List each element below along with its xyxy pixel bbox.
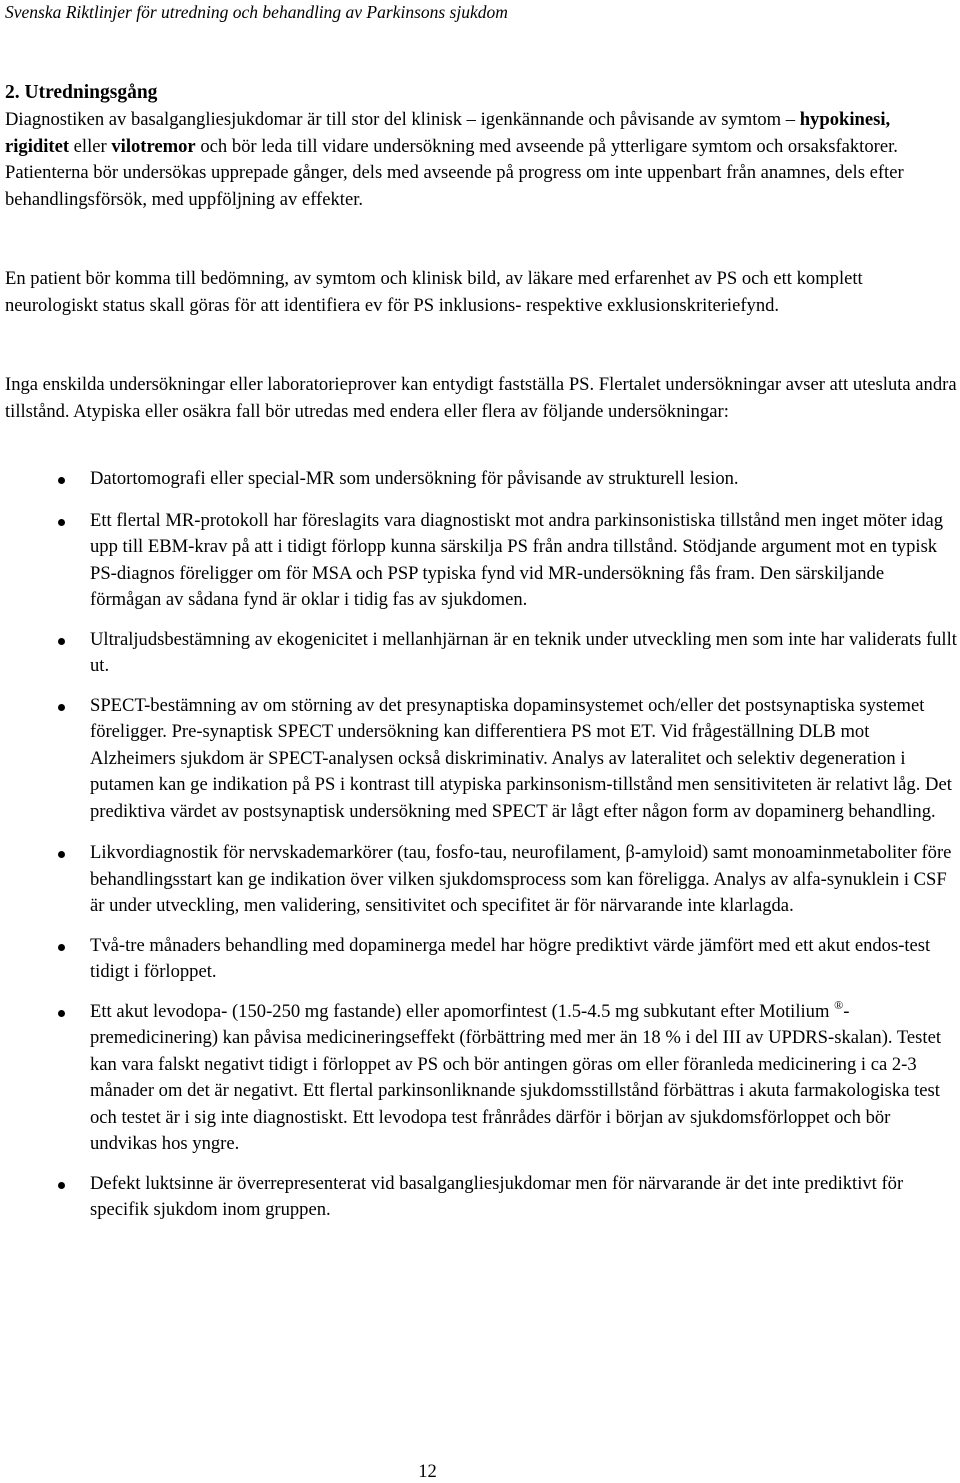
list-item-text-a: Ett akut levodopa- (150-250 mg fastande) eller apomorfintest (1.5-4.5 mg subkutant efter Motilium	[90, 1000, 835, 1022]
bullet-icon	[58, 638, 65, 645]
intro-text-c: eller	[69, 135, 112, 157]
list-item-ct-mr	[0, 466, 958, 493]
intro-text-a: Diagnostiken av basalgangliesjukdomar är till stor del klinisk – igenkännande och påvisande av symtom –	[5, 109, 800, 130]
list-item-smell	[0, 1171, 958, 1224]
list-item-text: Likvordiagnostik för nervskademarkörer (tau, fosfo-tau, neurofilament, β-amyloid) samt monoaminmetaboliter före behandlingsstart kan ge indikation över vilken sjukdomsprocess som kan föreligga. Analys av alfa-synuklein i CSF är under utveckling, men validering, sensitivitet och specifitet är för närvarande inte klarlagda.	[90, 842, 952, 916]
bullet-icon	[58, 519, 65, 526]
list-item-mr-protocols	[0, 508, 958, 614]
list-item-text: Datortomografi eller special-MR som undersökning för påvisande av strukturell lesion.	[90, 468, 739, 489]
assessment-paragraph: En patient bör komma till bedömning, av symtom och klinisk bild, av läkare med erfarenhet av PS och ett komplett neurologiskt status skall göras för att identifiera ev för PS inklusions- respektive exklusionskriteriefynd.	[5, 268, 863, 316]
bullet-icon	[58, 851, 65, 858]
intro-bold-tremor: vilotremor	[111, 135, 196, 157]
list-item-text: Ultraljudsbestämning av ekogenicitet i mellanhjärnan är en teknik under utveckling men som inte har validerats fullt ut.	[90, 628, 957, 676]
bullet-icon	[58, 704, 65, 711]
bullet-icon	[58, 944, 65, 951]
list-item-text: Två-tre månaders behandling med dopaminerga medel har högre prediktivt värde jämfört med ett akut endos-test tidigt i förloppet.	[90, 934, 931, 982]
page-number: 12	[418, 1461, 437, 1482]
investigations-paragraph: Inga enskilda undersökningar eller laboratorieprover kan entydigt fastställa PS. Flertalet undersökningar avser att utesluta andra tillstånd. Atypiska eller osäkra fall bör utredas med endera eller flera av följande undersökningar:	[5, 374, 957, 422]
bullet-icon	[58, 1010, 65, 1017]
list-item-ultrasound	[0, 627, 958, 680]
intro-paragraph	[5, 107, 957, 213]
list-item-text: SPECT-bestämning av om störning av det presynaptiska dopaminsystemet och/eller det postsynaptiska systemet föreligger. Pre-synaptisk SPECT undersökning kan differentiera PS mot ET. Vid frågeställning DLB mot Alzheimers sjukdom är SPECT-analysen också diskriminativ. Analys av lateralitet och selektiv degeneration i putamen kan ge indikation på PS i kontrast till atypiska parkinsonism-tillstånd men sensitiviteten är relativt låg. Det prediktiva värdet av postsynaptisk undersökning med SPECT är lågt efter någon form av dopaminerg behandling.	[90, 694, 952, 822]
list-item-text: Ett flertal MR-protokoll har föreslagits vara diagnostiskt mot andra parkinsonistiska tillstånd men inget möter idag upp till EBM-krav på att i tidigt förlopp kunna särskilja PS från andra tillstånd. Stödjande argument mot en typisk PS-diagnos föreligger om för MSA och PSP typiska fynd vid MR-undersökning fås fram. Den särskiljande förmågan av sådana fynd är oklar i tidig fas av sjukdomen.	[90, 509, 944, 610]
list-item-dopaminergic	[0, 933, 958, 986]
bullet-icon	[58, 477, 65, 484]
list-item-csf	[0, 840, 958, 920]
registered-mark: ®	[834, 997, 844, 1012]
intro-bold-symptoms: hypokinesi, rigiditet	[5, 109, 891, 157]
list-item-text-b: -premedicinering) kan påvisa medicineringseffekt (förbättring med mer än 18 % i del III av UPDRS-skalan). Testet kan vara falskt negativt tidigt i förloppet av PS och bör antingen göras om eller föranleda medicinering i ca 2-3 månader om det är negativt. Ett flertal parkinsonliknande sjukdomsstillstånd förbättras i akuta farmakologiska test och testet är i sig inte diagnostiskt. Ett levodopa test frånrådes därför i början av sjukdomsförloppet och bör undvikas hos yngre.	[90, 1000, 941, 1154]
list-item-text: Defekt luktsinne är överrepresenterat vid basalgangliesjukdomar men för närvarande är det inte prediktivt för specifik sjukdom inom gruppen.	[90, 1172, 904, 1220]
bullet-icon	[58, 1182, 65, 1189]
investigation-list	[0, 466, 960, 1224]
list-item-spect	[0, 693, 958, 826]
section-heading: 2. Utredningsgång	[5, 82, 158, 103]
list-item-levodopa-test	[0, 999, 958, 1158]
running-header: Svenska Riktlinjer för utredning och behandling av Parkinsons sjukdom	[5, 2, 508, 22]
intro-text-d: och bör leda till vidare undersökning med avseende på ytterligare symtom och orsaksfaktorer. Patienterna bör undersökas upprepade gånger, dels med avseende på progress om inte uppenbart från anamnes, dels efter behandlingsförsök, med uppföljning av effekter.	[5, 135, 904, 210]
